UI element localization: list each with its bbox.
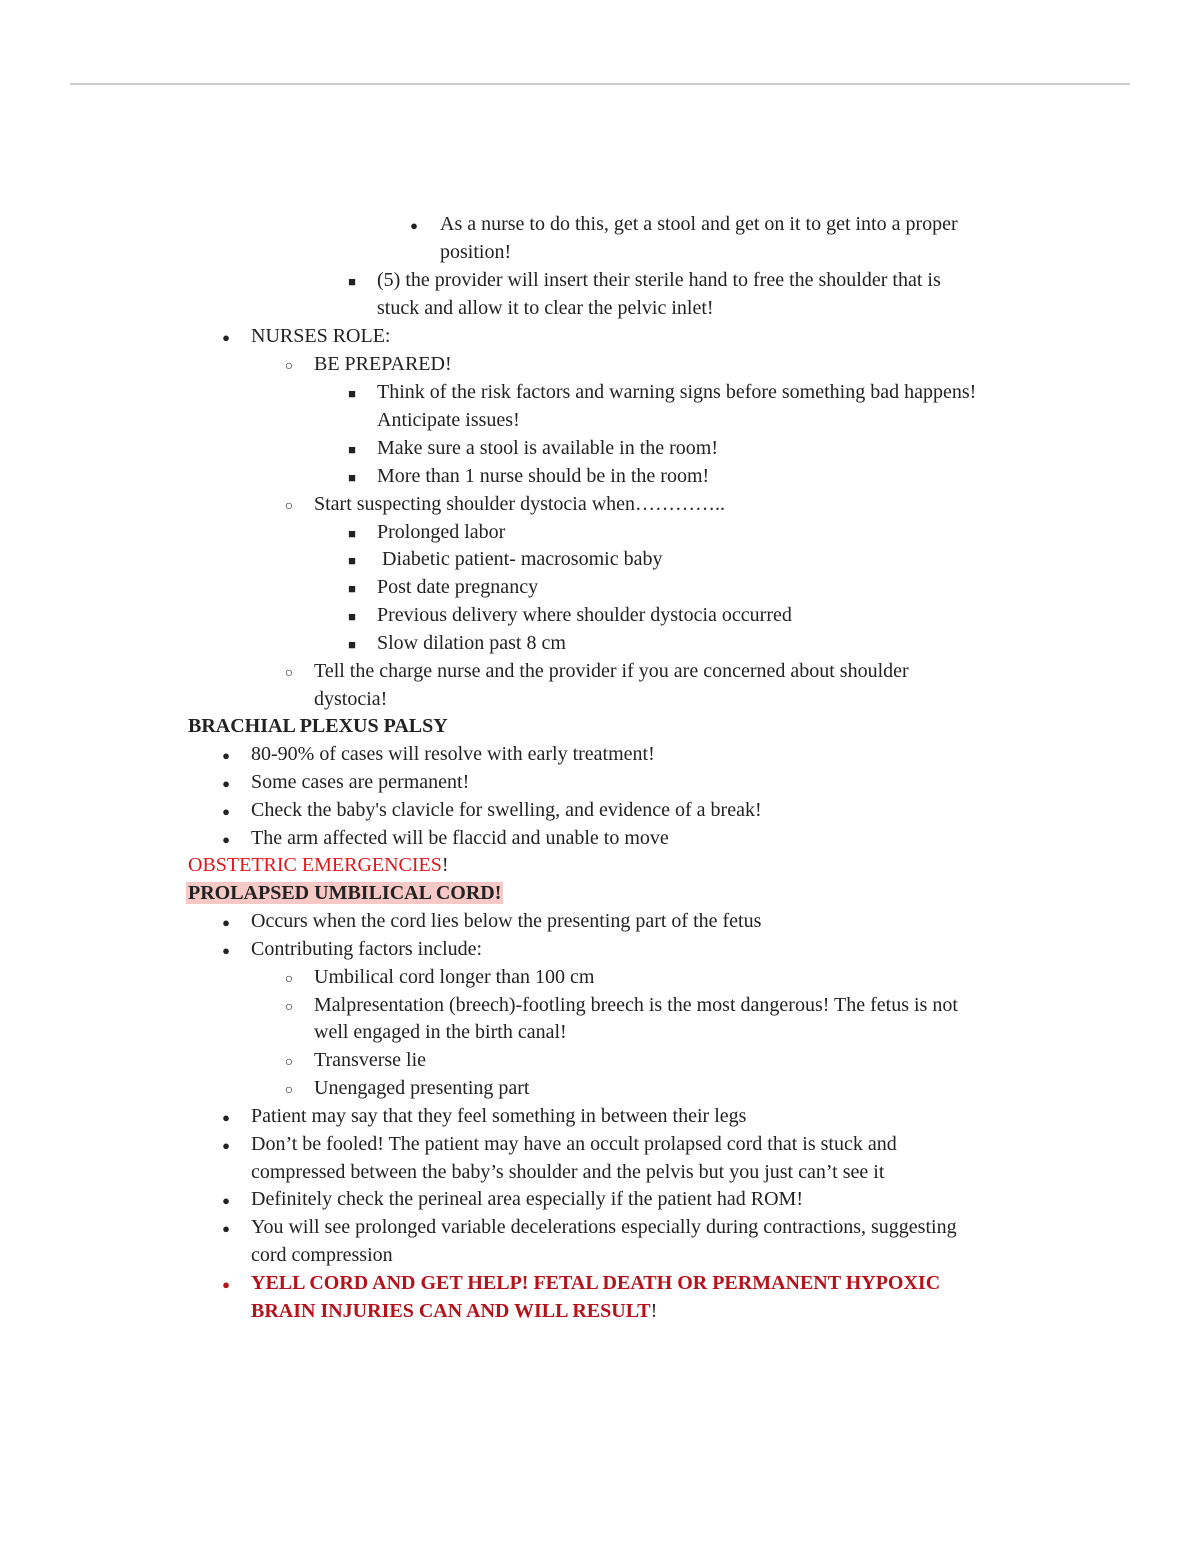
alert-text-line xyxy=(251,1297,657,1325)
list-item-text: More than 1 nurse should be in the room! xyxy=(377,465,710,487)
list-item-text: Definitely check the perineal area especially if the patient had ROM! xyxy=(251,1188,803,1210)
bullet-disc-icon xyxy=(216,1130,236,1160)
bullet-circle-icon xyxy=(279,657,299,688)
list-item-text: stuck and allow it to clear the pelvic inlet! xyxy=(377,297,714,319)
page-top-divider xyxy=(70,83,1130,85)
heading-red-text: OBSTETRIC EMERGENCIES xyxy=(188,854,442,876)
list-item-text: Malpresentation (breech)-footling breech is the most dangerous! The fetus is not xyxy=(314,994,958,1016)
bullet-circle-icon xyxy=(279,963,299,994)
list-item-text: Start suspecting shoulder dystocia when………….. xyxy=(314,493,726,515)
bullet-square-icon xyxy=(342,573,362,603)
list-item-text: Contributing factors include: xyxy=(251,938,483,960)
list-item-text: dystocia! xyxy=(314,688,388,710)
list-item-text: Post date pregnancy xyxy=(377,576,539,598)
bullet-square-icon xyxy=(342,378,362,408)
list-item-text: Unengaged presenting part xyxy=(314,1077,530,1099)
alert-exclamation: ! xyxy=(650,1300,658,1322)
section-heading-prolapsed-cord xyxy=(186,879,503,907)
alert-text: YELL CORD AND GET HELP! FETAL DEATH OR PERMANENT HYPOXIC xyxy=(251,1272,941,1294)
section-heading-obstetric-emergencies xyxy=(188,851,449,879)
bullet-square-icon xyxy=(342,545,362,575)
bullet-disc-icon xyxy=(404,210,424,240)
list-item-text: Some cases are permanent! xyxy=(251,771,470,793)
bullet-disc-icon xyxy=(216,935,236,965)
list-item-text: Slow dilation past 8 cm xyxy=(377,632,566,654)
list-item-text: Umbilical cord longer than 100 cm xyxy=(314,966,595,988)
bullet-square-icon xyxy=(342,434,362,464)
list-item-text: Tell the charge nurse and the provider if you are concerned about shoulder xyxy=(314,660,909,682)
bullet-circle-icon xyxy=(279,1074,299,1105)
bullet-circle-icon xyxy=(279,991,299,1022)
list-item-text: BE PREPARED! xyxy=(314,353,452,375)
heading-exclamation: ! xyxy=(441,854,449,876)
bullet-circle-icon xyxy=(279,1046,299,1077)
bullet-disc-icon xyxy=(216,796,236,826)
bullet-circle-icon xyxy=(279,490,299,521)
alert-text: BRAIN INJURIES CAN AND WILL RESULT xyxy=(251,1300,651,1322)
list-item-text: cord compression xyxy=(251,1244,393,1266)
bullet-disc-icon xyxy=(216,740,236,770)
list-item-text: Anticipate issues! xyxy=(377,409,520,431)
list-item-text: Occurs when the cord lies below the presenting part of the fetus xyxy=(251,910,762,932)
bullet-square-icon xyxy=(342,601,362,631)
bullet-disc-icon xyxy=(216,322,236,352)
bullet-circle-icon xyxy=(279,350,299,381)
list-item-text: Check the baby's clavicle for swelling, and evidence of a break! xyxy=(251,799,762,821)
bullet-square-icon xyxy=(342,518,362,548)
bullet-disc-icon xyxy=(216,824,236,854)
list-item-text: 80-90% of cases will resolve with early treatment! xyxy=(251,743,655,765)
bullet-square-icon xyxy=(342,266,362,296)
bullet-disc-icon xyxy=(216,1185,236,1215)
list-item-text: position! xyxy=(440,241,512,263)
list-item-text: well engaged in the birth canal! xyxy=(314,1021,567,1043)
bullet-disc-icon xyxy=(216,1213,236,1243)
highlighted-heading-text: PROLAPSED UMBILICAL CORD! xyxy=(188,882,502,904)
list-item-text: Diabetic patient- macrosomic baby xyxy=(377,548,663,570)
bullet-square-icon xyxy=(342,462,362,492)
list-item-text: As a nurse to do this, get a stool and get on it to get into a proper xyxy=(440,213,958,235)
list-item-text: Don’t be fooled! The patient may have an occult prolapsed cord that is stuck and xyxy=(251,1133,897,1155)
list-item-text: Patient may say that they feel something in between their legs xyxy=(251,1105,747,1127)
list-item-text: Prolonged labor xyxy=(377,521,506,543)
list-item-text: compressed between the baby’s shoulder and the pelvis but you just can’t see it xyxy=(251,1161,885,1183)
list-item-text: Think of the risk factors and warning signs before something bad happens! xyxy=(377,381,977,403)
bullet-disc-icon xyxy=(216,1102,236,1132)
list-item-text: The arm affected will be flaccid and unable to move xyxy=(251,827,669,849)
bullet-disc-icon xyxy=(216,768,236,798)
list-item-text: Previous delivery where shoulder dystocia occurred xyxy=(377,604,792,626)
bullet-disc-icon xyxy=(216,907,236,937)
bullet-square-icon xyxy=(342,629,362,659)
bullet-disc-icon xyxy=(216,1269,236,1299)
list-item-text: You will see prolonged variable decelerations especially during contractions, suggesting xyxy=(251,1216,957,1238)
list-item-text: NURSES ROLE: xyxy=(251,325,391,347)
list-item-text: Transverse lie xyxy=(314,1049,427,1071)
section-heading-brachial-plexus: BRACHIAL PLEXUS PALSY xyxy=(188,715,448,737)
list-item-text: (5) the provider will insert their sterile hand to free the shoulder that is xyxy=(377,269,941,291)
list-item-text: Make sure a stool is available in the room! xyxy=(377,437,719,459)
